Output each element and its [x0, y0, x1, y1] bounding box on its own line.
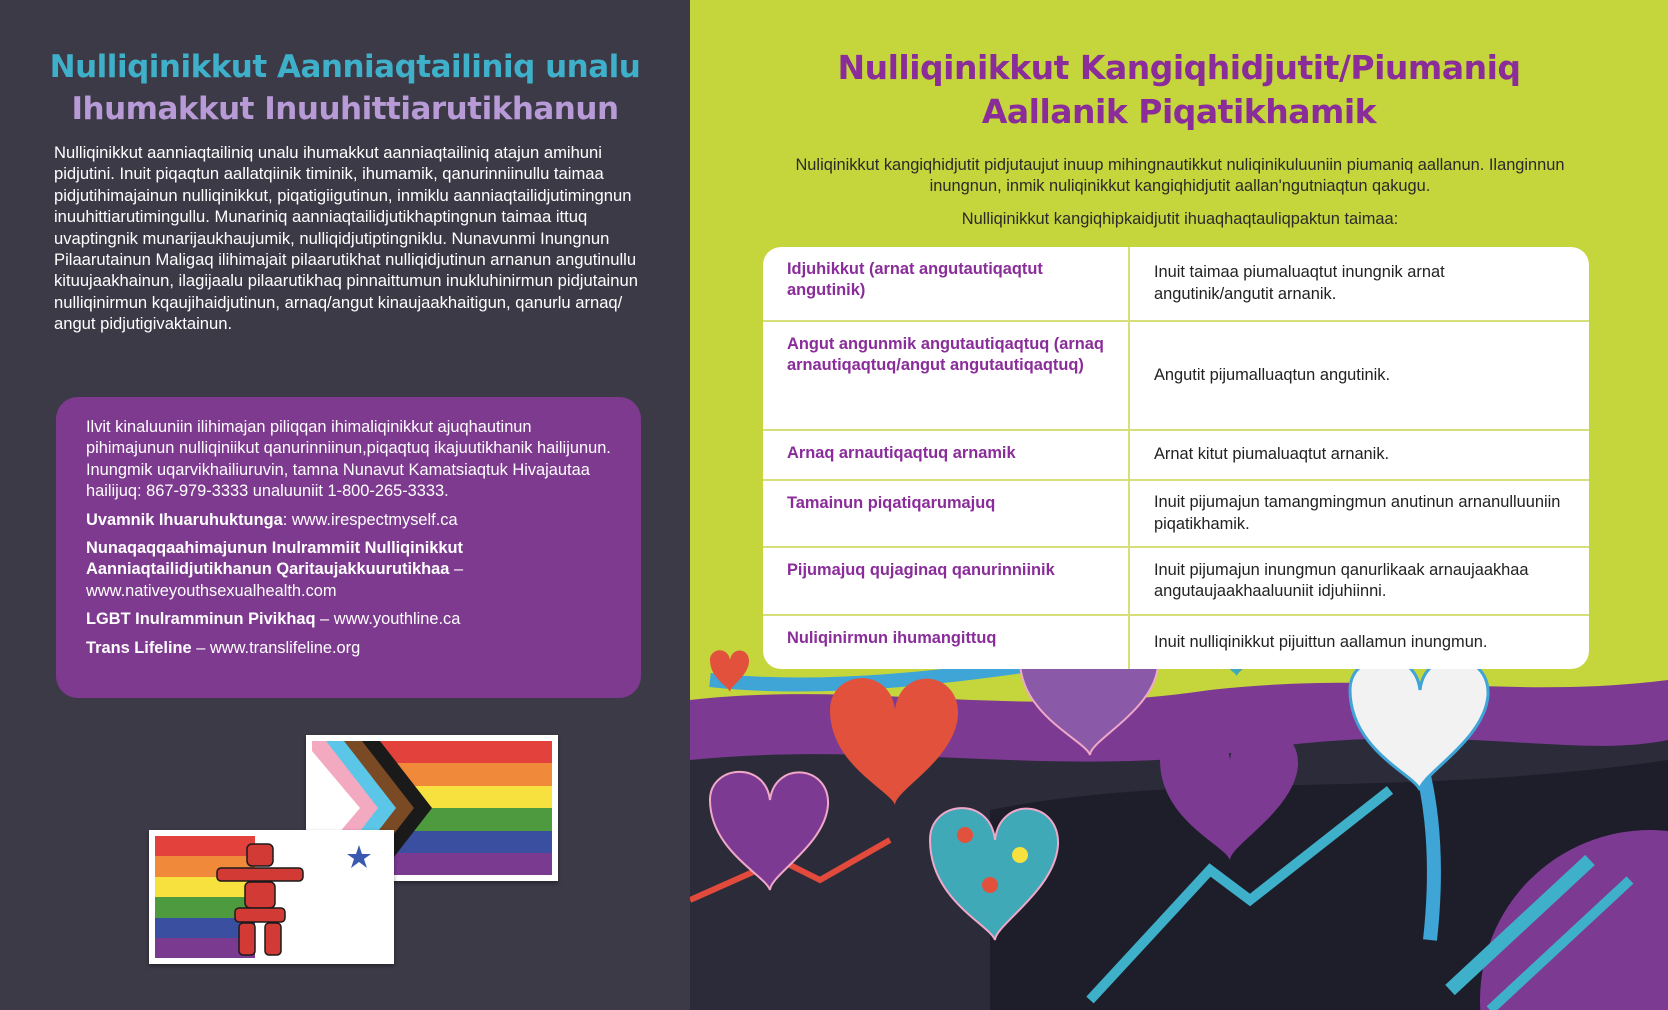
- orientation-table: [763, 247, 1589, 669]
- term-cell: Idjuhikkut (arnat angutautiqaqtut angutinik): [763, 247, 1129, 321]
- resource-link-translifeline[interactable]: Trans Lifeline – www.translifeline.org: [86, 638, 361, 657]
- resource-url[interactable]: www.translifeline.org: [209, 638, 361, 657]
- term-cell: Pijumajuq qujaginaq qanurinniinik: [763, 547, 1129, 615]
- right-title-line1: Nulliqinikkut Kangiqhidjutit/Piumaniq: [837, 48, 1521, 87]
- resource-link-youthline[interactable]: LGBT Inulramminun Pivikhaq – www.youthline.ca: [86, 610, 461, 629]
- table-row: [763, 430, 1589, 480]
- resource-label: Nunaqaqqaahimajunun Inulrammiit Nulliqinikkut Aanniaqtailidjutikhanun Qaritaujakkuurutikhaa: [86, 539, 464, 579]
- resources-paragraph: Ilvit kinaluuniin ilihimajan piliqqan ihimaliqinikkut ajuqhautinun pihimajunun nulliqiniikut qanurinniinun,piqaqtuq ikajuutikhanik hailijunun. Inungmik uqarvikhailiuruvin, tamna Nunavut Kamatsiaqtuk Hivajautaa hailijuq: 867-979-3333 unaluuniit 1-800-265-3333.: [86, 418, 611, 501]
- resources-box: [56, 397, 641, 698]
- definition-cell: Inuit taimaa piumaluaqtut inungnik arnat angutinik/angutit arnanik.: [1129, 247, 1589, 321]
- right-title: [690, 46, 1668, 134]
- resource-link-nativeyouth[interactable]: Nunaqaqqaahimajunun Inulrammiit Nulliqinikkut Aanniaqtailidjutikhanun Qaritaujakkuurutikhaa – www.nativeyouthsexualhealth.com: [86, 539, 464, 600]
- definition-cell: Angutit pijumalluaqtun angutinik.: [1129, 321, 1589, 430]
- definition-cell: Inuit pijumajun tamangmingmun anutinun arnanulluuniin piqatikhamik.: [1129, 480, 1589, 547]
- table-row: [763, 480, 1589, 547]
- resource-label: LGBT Inulramminun Pivikhaq: [86, 610, 316, 629]
- resource-link-irespectmyself[interactable]: Uvamnik Ihuaruhuktunga: www.irespectmyself.ca: [86, 510, 458, 529]
- left-title-line1: Nulliqinikkut Aanniaqtailiniq unalu: [49, 49, 641, 85]
- table-row: [763, 615, 1589, 669]
- hearts-artwork-image: [690, 640, 1668, 1010]
- term-cell: Arnaq arnautiqaqtuq arnamik: [763, 430, 1129, 480]
- definition-cell: Arnat kitut piumaluaqtut arnanik.: [1129, 430, 1589, 480]
- resource-label: Uvamnik Ihuaruhuktunga: [86, 510, 283, 529]
- left-title-line2: Ihumakkut Inuuhittiarutikhanun: [71, 91, 619, 127]
- inukshuk-flag-icon: [149, 830, 394, 964]
- term-cell: Angut angunmik angutautiqaqtuq (arnaq arnautiqaqtuq/angut angutautiqaqtuq): [763, 321, 1129, 430]
- table-row: [763, 247, 1589, 321]
- right-panel: [690, 0, 1668, 1010]
- table-row: [763, 547, 1589, 615]
- resource-url[interactable]: www.youthline.ca: [333, 610, 461, 629]
- definition-cell: Inuit pijumajun inungmun qanurlikaak arnaujaakhaa angutaujaakhaaluuniit idjuhiinni.: [1129, 547, 1589, 615]
- right-title-line2: Aallanik Piqatikhamik: [981, 92, 1377, 131]
- left-body-text: Nulliqinikkut aanniaqtailiniq unalu ihumakkut aanniaqtailiniq atajun amihuni pidjutini. Inuit piqaqtun aallatqiinik timinik, ihumamik, qanurinniinullu taimaa pidjutihimajainun nulliqinikkut, piqatigiigutinun, inmiklu aanniaqtailidjutimingnun inuuhittiarutimingullu. Munariniq aanniaqtailidjutikhaptingnun taimaa ittuq uvaptingnik munarijaukhaujumik, nulliqidjutiptingniklu. Nunavunmi Inungnun Pilaarutainun Maligaq ilihimajait pilaarutikhat nulliqidjutinun arnanun angutinullu kituujaakhainun, ilagijaalu pilaarutikhaq pinnaittumun inukluhinirmun pidjutainun nulliqinirmun kqaujihaidjutinun, arnaq/angut kinaujaakhaitigun, qanurlu arnaq/ angut pidjutigivaktainun.: [54, 143, 638, 334]
- resource-url[interactable]: www.irespectmyself.ca: [291, 510, 458, 529]
- table-row: [763, 321, 1589, 430]
- term-cell: Nuliqinirmun ihumangittuq: [763, 615, 1129, 669]
- resource-label: Trans Lifeline: [86, 638, 192, 657]
- orientation-terms-table: [763, 247, 1589, 669]
- left-panel: [0, 0, 690, 1010]
- definition-cell: Inuit nulliqinikkut pijuittun aallamun inungmun.: [1154, 632, 1488, 651]
- resource-url[interactable]: www.nativeyouthsexualhealth.com: [86, 581, 337, 600]
- term-cell: Tamainun piqatiqarumajuq: [763, 480, 1129, 547]
- right-subheading: Nulliqinikkut kangiqhipkaidjutit ihuaqhaqtauliqpaktun taimaa:: [961, 210, 1399, 228]
- right-intro-text: Nuliqinikkut kangiqhidjutit pidjutaujut inuup mihingnautikkut nuliqinikuluuniin piumaniq aallanun. Ilanginnun inungnun, inmik nuliqinikkut kangiqhidjutit aallan'ngutniaqtun qakugu.: [795, 156, 1565, 195]
- left-title: [40, 46, 650, 130]
- nunavut-rainbow-flag-image: [149, 830, 394, 964]
